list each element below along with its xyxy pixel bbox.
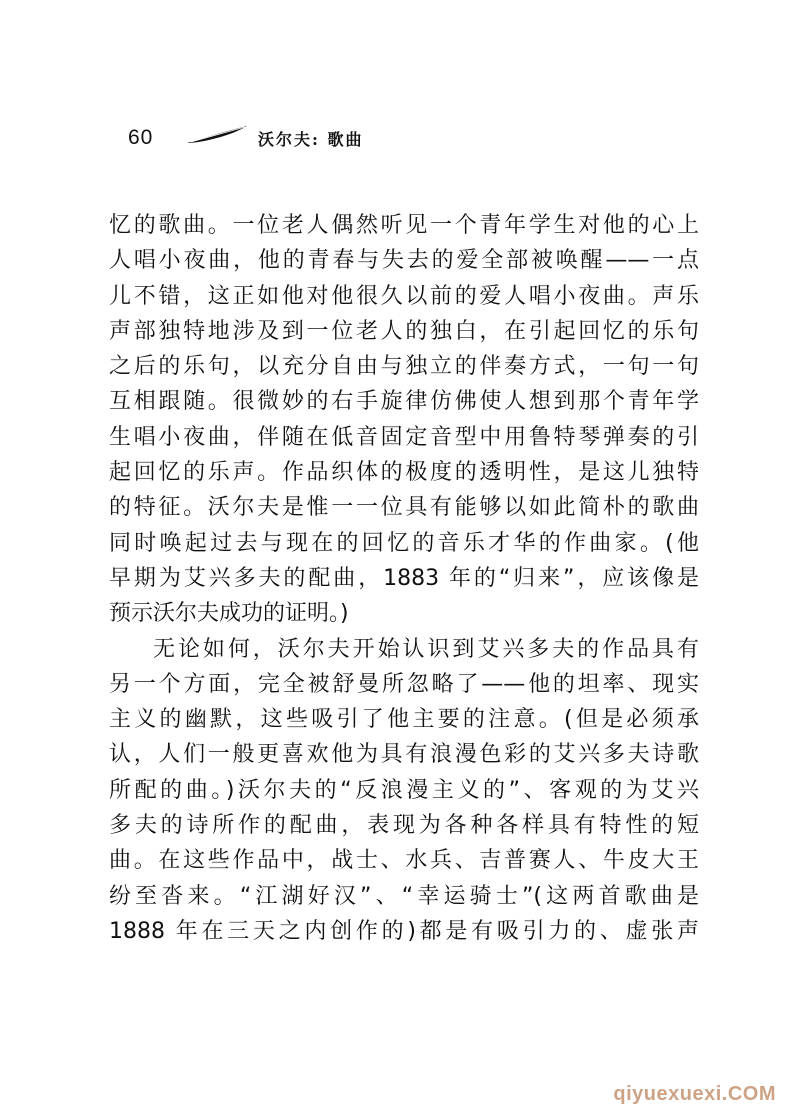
text-line: 同时唤起过去与现在的回忆的音乐才华的作曲家。(他 [109, 530, 699, 556]
text-line: 忆的歌曲。一位老人偶然听见一个青年学生对他的心上 [109, 213, 699, 238]
text-line: 起回忆的乐声。作品织体的极度的透明性，是这儿独特 [109, 460, 699, 486]
text-line: 儿不错，这正如他对他很久以前的爱人唱小夜曲。声乐 [109, 283, 699, 309]
text-line: 主义的幽默，这些吸引了他主要的注意。(但是必须承 [109, 707, 699, 733]
quill-feather-icon [185, 124, 249, 146]
text-line: 的特征。沃尔夫是惟一一位具有能够以如此简朴的歌曲 [109, 495, 699, 521]
text-line: 所配的曲。)沃尔夫的“反浪漫主义的”、客观的为艾兴 [109, 777, 699, 803]
paragraph-2 [109, 632, 699, 950]
text-line: 纷至沓来。“江湖好汉”、“幸运骑士”(这两首歌曲是 [109, 883, 699, 909]
text-line: 多夫的诗所作的配曲，表现为各种各样具有特性的短 [109, 813, 699, 839]
text-line: 早期为艾兴多夫的配曲，1883 年的“归来”，应该像是 [109, 565, 699, 591]
text-line: 声部独特地涉及到一位老人的独白，在引起回忆的乐句 [109, 318, 699, 344]
text-line: 1888 年在三天之内创作的)都是有吸引力的、虚张声 [109, 918, 699, 944]
text-line: 另一个方面，完全被舒曼所忽略了——他的坦率、现实 [109, 671, 699, 697]
text-line: 无论如何，沃尔夫开始认识到艾兴多夫的作品具有 [153, 636, 699, 662]
text-line: 互相跟随。很微妙的右手旋律仿佛使人想到那个青年学 [109, 389, 699, 415]
text-line: 曲。在这些作品中，战士、水兵、吉普赛人、牛皮大王 [109, 848, 699, 874]
page-number: 60 [128, 126, 154, 149]
text-line: 生唱小夜曲，伴随在低音固定音型中用鲁特琴弹奏的引 [109, 424, 699, 450]
text-line: 人唱小夜曲，他的青春与失去的爱全部被唤醒——一点 [109, 248, 699, 274]
paragraph-1 [109, 208, 699, 632]
body-text [109, 208, 699, 949]
text-line: 之后的乐句，以充分自由与独立的伴奏方式，一句一句 [109, 354, 699, 380]
running-title: 沃尔夫: 歌曲 [258, 130, 364, 149]
text-line: 预示沃尔夫成功的证明。) [109, 601, 349, 627]
text-line: 认，人们一般更喜欢他为具有浪漫色彩的艾兴多夫诗歌 [109, 742, 699, 768]
running-header [128, 124, 428, 154]
site-watermark: qiyuexuexi.COM [613, 1083, 776, 1105]
